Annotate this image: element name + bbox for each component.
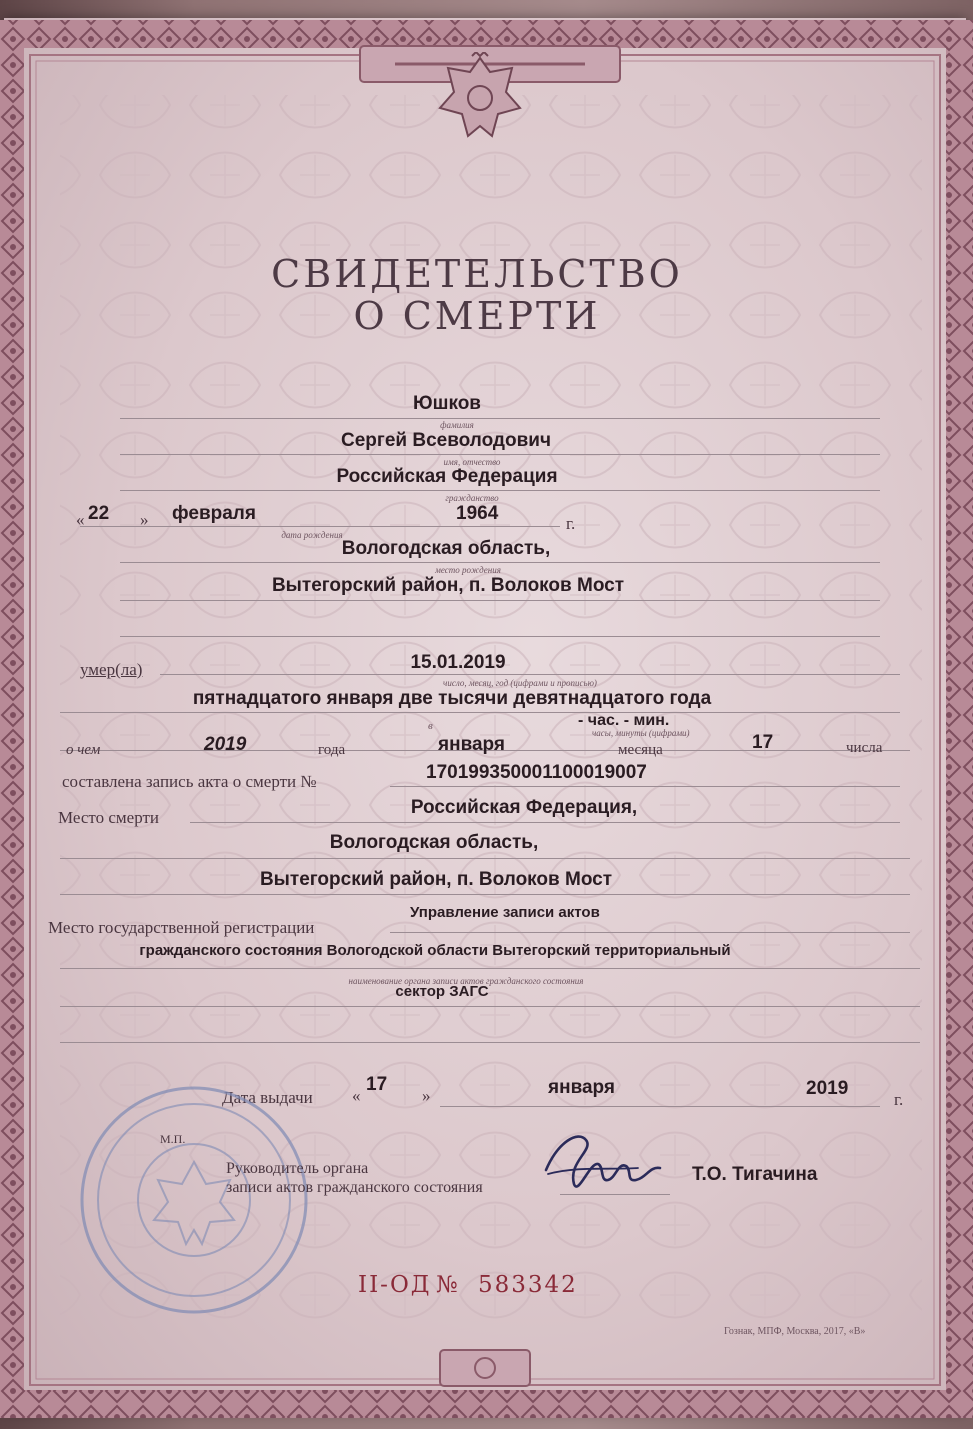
birth-place-line-2: Вытегорский район, п. Волоков Мост xyxy=(271,575,625,596)
birth-month-value: февраля xyxy=(172,503,256,524)
birth-place-caption: место рождения xyxy=(435,565,501,575)
issue-year-suffix: г. xyxy=(894,1090,904,1109)
birth-day-value: 22 xyxy=(88,503,110,524)
birth-year-suffix: г. xyxy=(566,514,576,533)
record-year-value: 2019 xyxy=(204,734,247,755)
issue-day-value: 17 xyxy=(366,1074,388,1095)
registration-line-1: Управление записи актов xyxy=(410,904,600,921)
place-of-death-line-2: Вологодская область, xyxy=(329,832,539,853)
registration-line-2: гражданского состояния Вологодской области Вытегорский территориальный xyxy=(139,942,731,959)
name-caption: имя, отчество xyxy=(443,457,501,467)
record-about-label: о чем xyxy=(66,742,101,758)
registration-line-3: сектор ЗАГС xyxy=(395,983,489,1000)
coat-of-arms-emblem xyxy=(432,52,528,144)
issue-quote-open: « xyxy=(352,1086,361,1105)
place-of-death-line-1: Российская Федерация, xyxy=(410,797,638,818)
birth-date-caption: дата рождения xyxy=(281,530,343,540)
death-label: умер(ла) xyxy=(80,660,143,679)
official-round-stamp xyxy=(74,1080,314,1320)
name-patronymic-value: Сергей Всеволодович xyxy=(341,430,551,451)
serial-series: II-ОД xyxy=(358,1272,432,1298)
birth-quote-open: « xyxy=(76,510,85,529)
title-line-1: СВИДЕТЕЛЬСТВО xyxy=(271,252,683,296)
record-day-value: 17 xyxy=(752,732,774,753)
place-of-death-line-3: Вытегорский район, п. Волоков Мост xyxy=(259,869,613,890)
title-line-2: О СМЕРТИ xyxy=(353,294,601,338)
death-time-value: - час. - мин. xyxy=(578,712,670,729)
record-month-value: января xyxy=(438,734,506,755)
registration-label: Место государственной регистрации xyxy=(48,918,315,937)
place-of-death-label: Место смерти xyxy=(58,808,160,827)
record-day-label: числа xyxy=(846,740,883,756)
death-at-label: в xyxy=(428,720,433,732)
citizenship-value: Российская Федерация xyxy=(336,466,558,487)
death-date-caption: число, месяц, год (цифрами и прописью) xyxy=(443,678,597,688)
issue-year-value: 2019 xyxy=(806,1078,849,1099)
registration-caption: наименование органа записи актов гражданского состояния xyxy=(348,976,584,986)
surname-value: Юшков xyxy=(413,393,481,414)
record-year-label: года xyxy=(318,742,346,758)
serial-number-sign: № xyxy=(436,1272,460,1298)
birth-quote-close: » xyxy=(140,510,149,529)
death-time-caption: часы, минуты (цифрами) xyxy=(592,728,690,738)
head-name-value: Т.О. Тигачина xyxy=(692,1164,818,1185)
surname-caption: фамилия xyxy=(440,420,474,430)
death-date-words: пятнадцатого января две тысячи девятнадцатого года xyxy=(192,688,712,709)
birth-place-line-1: Вологодская область, xyxy=(341,538,551,559)
serial-number: 583342 xyxy=(478,1272,578,1298)
act-number-label: составлена запись акта о смерти № xyxy=(62,772,317,791)
citizenship-caption: гражданство xyxy=(445,493,499,503)
issue-month-value: января xyxy=(548,1077,616,1098)
printer-imprint: Гознак, МПФ, Москва, 2017, «В» xyxy=(724,1326,866,1337)
birth-year-value: 1964 xyxy=(456,503,499,524)
issue-quote-close: » xyxy=(422,1086,431,1105)
death-date-value: 15.01.2019 xyxy=(410,652,506,673)
record-month-label: месяца xyxy=(618,742,663,758)
act-number-value: 170199350001100019007 xyxy=(426,762,647,783)
stamp-mp-label: М.П. xyxy=(160,1132,186,1146)
head-label-line-2: записи актов гражданского состояния xyxy=(226,1179,483,1196)
head-label-line-1: Руководитель органа xyxy=(226,1160,369,1177)
handwritten-signature xyxy=(538,1122,668,1202)
issue-date-label: Дата выдачи xyxy=(222,1088,313,1107)
